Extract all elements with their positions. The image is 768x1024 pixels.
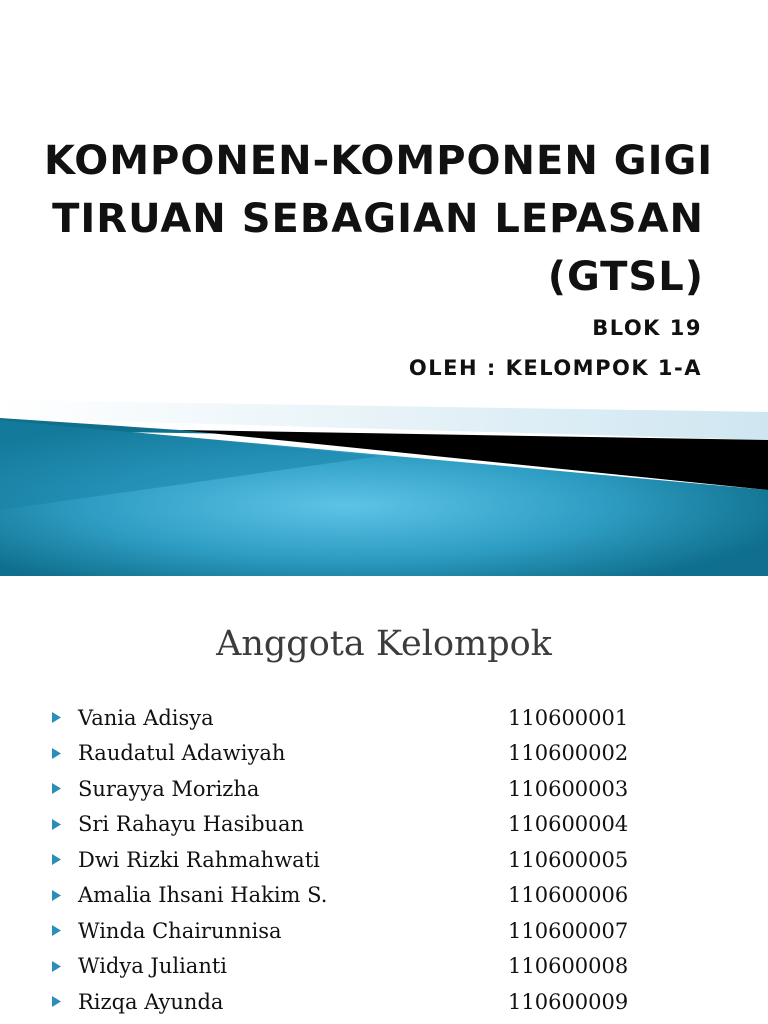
member-nim: 110600003 [508,776,629,801]
member-nim: 110600004 [508,812,629,837]
member-nim: 110600007 [508,918,629,943]
subtitle-group: OLEH : KELOMPOK 1-A [408,356,702,380]
slide-title-line-3: (GTSL) [547,254,704,300]
triangle-bullet-icon [52,854,78,865]
list-item [52,736,692,772]
list-item [52,842,692,878]
members-heading: Anggota Kelompok [216,624,552,664]
members-slide [0,576,768,1024]
member-nim: 110600008 [508,954,629,979]
member-name: Raudatul Adawiyah [78,741,286,766]
member-nim: 110600006 [508,883,629,908]
member-name: Amalia Ihsani Hakim S. [78,883,328,908]
members-list [52,700,692,1020]
slide-title-line-1: KOMPONEN-KOMPONEN GIGI [44,138,714,184]
member-name: Sri Rahayu Hasibuan [78,812,305,837]
decorative-band [0,400,768,576]
member-nim: 110600001 [508,705,629,730]
list-item [52,700,692,736]
triangle-bullet-icon [52,925,78,936]
slide-title [44,132,714,306]
member-nim: 110600009 [508,989,629,1014]
triangle-bullet-icon [52,890,78,901]
member-nim: 110600005 [508,847,629,872]
member-nim: 110600002 [508,741,629,766]
slide-title-line-2: TIRUAN SEBAGIAN LEPASAN [52,196,704,242]
list-item [52,878,692,914]
slide-subtitle [409,308,702,388]
member-name: Rizqa Ayunda [78,989,224,1014]
triangle-bullet-icon [52,712,78,723]
triangle-bullet-icon [52,748,78,759]
member-name: Dwi Rizki Rahmahwati [78,847,320,872]
list-item [52,771,692,807]
list-item [52,807,692,843]
member-name: Winda Chairunnisa [78,918,282,943]
member-name: Widya Julianti [78,954,228,979]
triangle-bullet-icon [52,819,78,830]
list-item [52,913,692,949]
triangle-bullet-icon [52,783,78,794]
triangle-bullet-icon [52,961,78,972]
member-name: Surayya Morizha [78,776,260,801]
triangle-bullet-icon [52,996,78,1007]
subtitle-block: BLOK 19 [592,316,702,340]
member-name: Vania Adisya [78,705,214,730]
list-item [52,984,692,1020]
list-item [52,949,692,985]
